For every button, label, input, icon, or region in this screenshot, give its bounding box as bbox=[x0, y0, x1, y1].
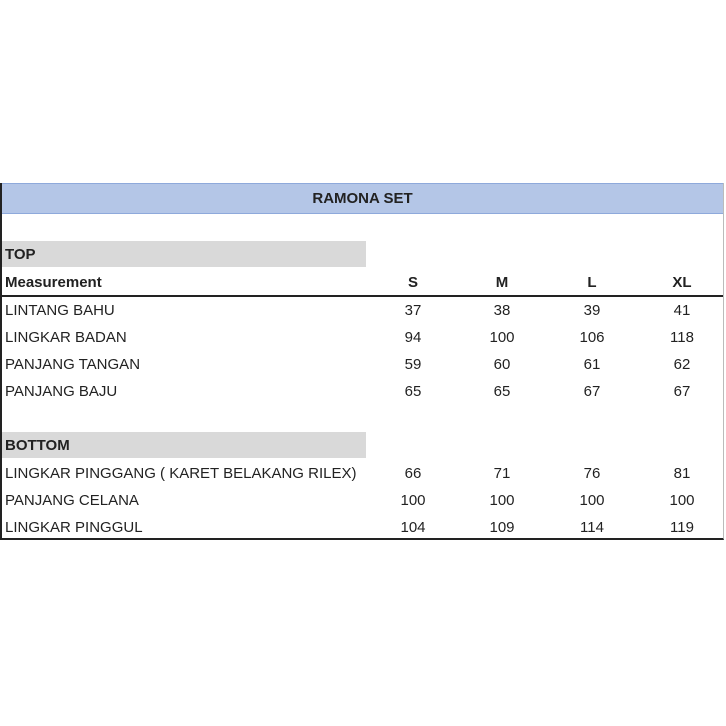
cell-s: 37 bbox=[404, 302, 422, 319]
size-chart-table bbox=[0, 183, 724, 540]
header-size-s: S bbox=[407, 274, 418, 291]
header-row bbox=[2, 269, 723, 296]
cell-m: 38 bbox=[493, 302, 511, 319]
cell-l: 67 bbox=[583, 383, 601, 400]
cell-l: 61 bbox=[583, 356, 601, 373]
cell-xl: 62 bbox=[673, 356, 691, 373]
cell-m: 100 bbox=[489, 329, 515, 346]
row-name: LINGKAR BADAN bbox=[5, 329, 127, 346]
row-name: LINGKAR PINGGANG ( KARET BELAKANG RILEX) bbox=[5, 465, 357, 482]
table-row bbox=[2, 460, 723, 487]
table-row bbox=[2, 514, 723, 541]
cell-xl: 81 bbox=[673, 465, 691, 482]
cell-xl: 100 bbox=[669, 492, 695, 509]
cell-xl: 41 bbox=[673, 302, 691, 319]
row-name: PANJANG TANGAN bbox=[5, 356, 141, 373]
table-row bbox=[2, 378, 723, 405]
row-name: LINGKAR PINGGUL bbox=[5, 519, 143, 536]
cell-s: 104 bbox=[400, 519, 426, 536]
header-size-xl: XL bbox=[672, 274, 692, 291]
table-row bbox=[2, 487, 723, 514]
cell-m: 60 bbox=[493, 356, 511, 373]
cell-l: 76 bbox=[583, 465, 601, 482]
row-name: PANJANG CELANA bbox=[5, 492, 139, 509]
cell-m: 109 bbox=[489, 519, 515, 536]
cell-s: 59 bbox=[404, 356, 422, 373]
row-name: LINTANG BAHU bbox=[5, 302, 115, 319]
cell-l: 39 bbox=[583, 302, 601, 319]
cell-xl: 67 bbox=[673, 383, 691, 400]
row-name: PANJANG BAJU bbox=[5, 383, 118, 400]
cell-l: 100 bbox=[579, 492, 605, 509]
cell-m: 65 bbox=[493, 383, 511, 400]
header-size-l: L bbox=[587, 274, 597, 291]
cell-xl: 118 bbox=[670, 329, 694, 346]
table-title: RAMONA SET bbox=[2, 183, 723, 214]
cell-xl: 119 bbox=[670, 519, 694, 536]
table-row bbox=[2, 351, 723, 378]
table-row bbox=[2, 324, 723, 351]
cell-l: 106 bbox=[579, 329, 605, 346]
cell-s: 100 bbox=[400, 492, 426, 509]
cell-m: 100 bbox=[489, 492, 515, 509]
header-measurement: Measurement bbox=[5, 274, 102, 291]
cell-l: 114 bbox=[580, 519, 604, 536]
cell-s: 66 bbox=[404, 465, 422, 482]
table-row bbox=[2, 297, 723, 324]
cell-s: 94 bbox=[404, 329, 422, 346]
section-label-top: TOP bbox=[2, 241, 366, 267]
cell-m: 71 bbox=[493, 465, 511, 482]
cell-s: 65 bbox=[404, 383, 422, 400]
header-size-m: M bbox=[495, 274, 509, 291]
section-label-bottom: BOTTOM bbox=[2, 432, 366, 458]
